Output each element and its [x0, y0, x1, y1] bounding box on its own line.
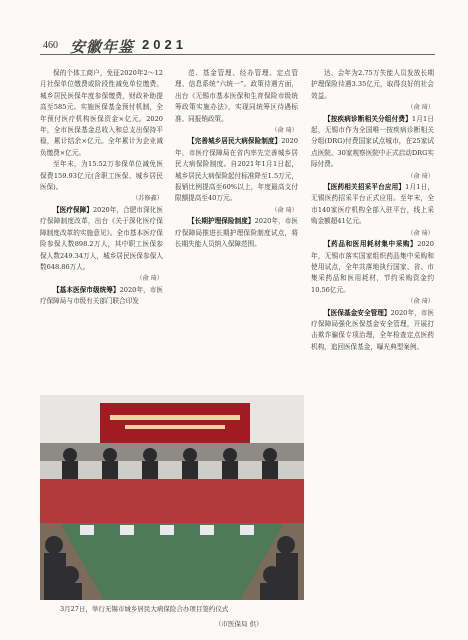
section-body: 2020年，市医疗保障局推进长期护理保险制度试点，将长期失能人员纳入保障范围。	[175, 217, 299, 249]
author-signature: （俞 琦）	[407, 104, 434, 112]
section-paragraph	[175, 216, 298, 250]
photo-credit: （市医保局 供）	[215, 620, 263, 628]
signing-ceremony-photo	[40, 395, 304, 600]
text-column-2	[175, 68, 298, 251]
section-title: 【长期护理保险制度】	[188, 217, 255, 226]
photo-caption: 3月27日，举行无锡市城乡居民大病保险合办项目签约仪式	[60, 605, 229, 613]
section-paragraph	[175, 136, 298, 204]
section-title: 【药品和医用耗材集中采购】	[324, 240, 418, 249]
paragraph: 达、会年为2.75万失能人员发放长期护理保险待遇3.35亿元，取得良好的社会效益。	[311, 69, 434, 100]
section-paragraph	[311, 182, 434, 228]
section-body: 1月1日起，无锡市作为全国唯一按疾病诊断相关分组(DRG)付费国家试点城市，在25家试点医院、30家观察医院中正式启动DRG实际付费。	[311, 114, 435, 169]
paragraph: 范、基金管理、经办管理、定点管理、信息系统“六统一”。政策待遇方面，出台《无锡市基本医保和生育保险市级统筹政策实施办法》，实现同统筹区待遇标准、同报销政策。	[175, 69, 298, 123]
author-signature: （俞 琦）	[136, 275, 163, 283]
section-title: 【医疗保障】	[53, 205, 93, 214]
header-rule	[40, 54, 435, 55]
yearbook-year: 2021	[142, 37, 187, 52]
section-paragraph	[311, 239, 434, 296]
section-paragraph	[40, 205, 163, 273]
text-column-3	[311, 68, 434, 353]
author-signature: （俞 琦）	[407, 298, 434, 306]
section-body: 2020年，无锡市落实国家组织药品集中采购和使用试点，全年共落地执行国家、省、市集采药品和医用耗材，节约采购资金约10.56亿元。	[311, 240, 434, 294]
author-signature: （苏修鑫）	[132, 195, 163, 203]
section-title: 【基本医保市级统筹】	[53, 285, 120, 294]
section-title: 【医保基金安全管理】	[324, 308, 391, 317]
section-title: 【按疾病诊断相关分组付费】	[324, 114, 412, 123]
section-body: 2020年，市医疗保障局在省内率先完善城乡居民大病保险制度。自2021年1月1日起，城乡居民大病保险起付标准降至1.5万元，报销比例提高至60%以上，年度最高支付限额提高至40万元。	[175, 137, 298, 203]
paragraph: 至年末，为15.52万参保单位减免医保费159.93亿元(含职工医保、城乡居民医保)。	[40, 160, 163, 192]
author-signature: （俞 琦）	[407, 229, 434, 237]
author-signature: （俞 琦）	[271, 206, 298, 214]
section-paragraph	[311, 308, 434, 354]
section-paragraph	[40, 285, 163, 308]
section-title: 【医药相关招采平台应用】	[324, 183, 406, 192]
section-paragraph	[311, 114, 434, 171]
text-column-1	[40, 68, 163, 308]
page-number: 460	[43, 40, 58, 51]
page-header	[0, 0, 468, 58]
paragraph: 保的个体工商户，免征2020年2～12月社保单位缴费或阶段性减免单位缴费。城乡居民医保年度参保缴费，财政补助提高至585元。实施医保基金预付机制，全年预付医疗机构医保资金×亿元。2020年，全市医保基金总收入和总支出保持平稳，累计结余×亿元。全年累计为企业减负缴费×亿元。	[40, 69, 163, 157]
section-body: 1月1日，无锡医药招采平台正式应用。至年末，全市140家医疗机构全部入驻平台，线上采购金额超41亿元。	[311, 183, 435, 226]
author-signature: （俞 琦）	[407, 172, 434, 180]
yearbook-title: 安徽年鉴	[70, 38, 135, 56]
section-body: 2020年，合肥市深化医疗保障制度改革，出台《关于深化医疗保障制度改革的实施意见》。全市基本医疗保险参保人数898.2万人，其中职工医保参保人数249.34万人，城乡居民医保参保人数648.86万人。	[40, 205, 164, 271]
section-body: 2020年，市医疗保障局强化医保基金安全管理，开展打击欺诈骗保专项治理，全年检查定点医药机构，追回医保基金，曝光典型案例。	[311, 308, 435, 351]
section-body: 2020年，市医疗保障局与市级有关部门联合印发	[40, 285, 164, 306]
author-signature: （俞 琦）	[271, 127, 298, 135]
section-title: 【完善城乡居民大病保险制度】	[188, 137, 282, 146]
photo-illustration	[40, 395, 304, 600]
